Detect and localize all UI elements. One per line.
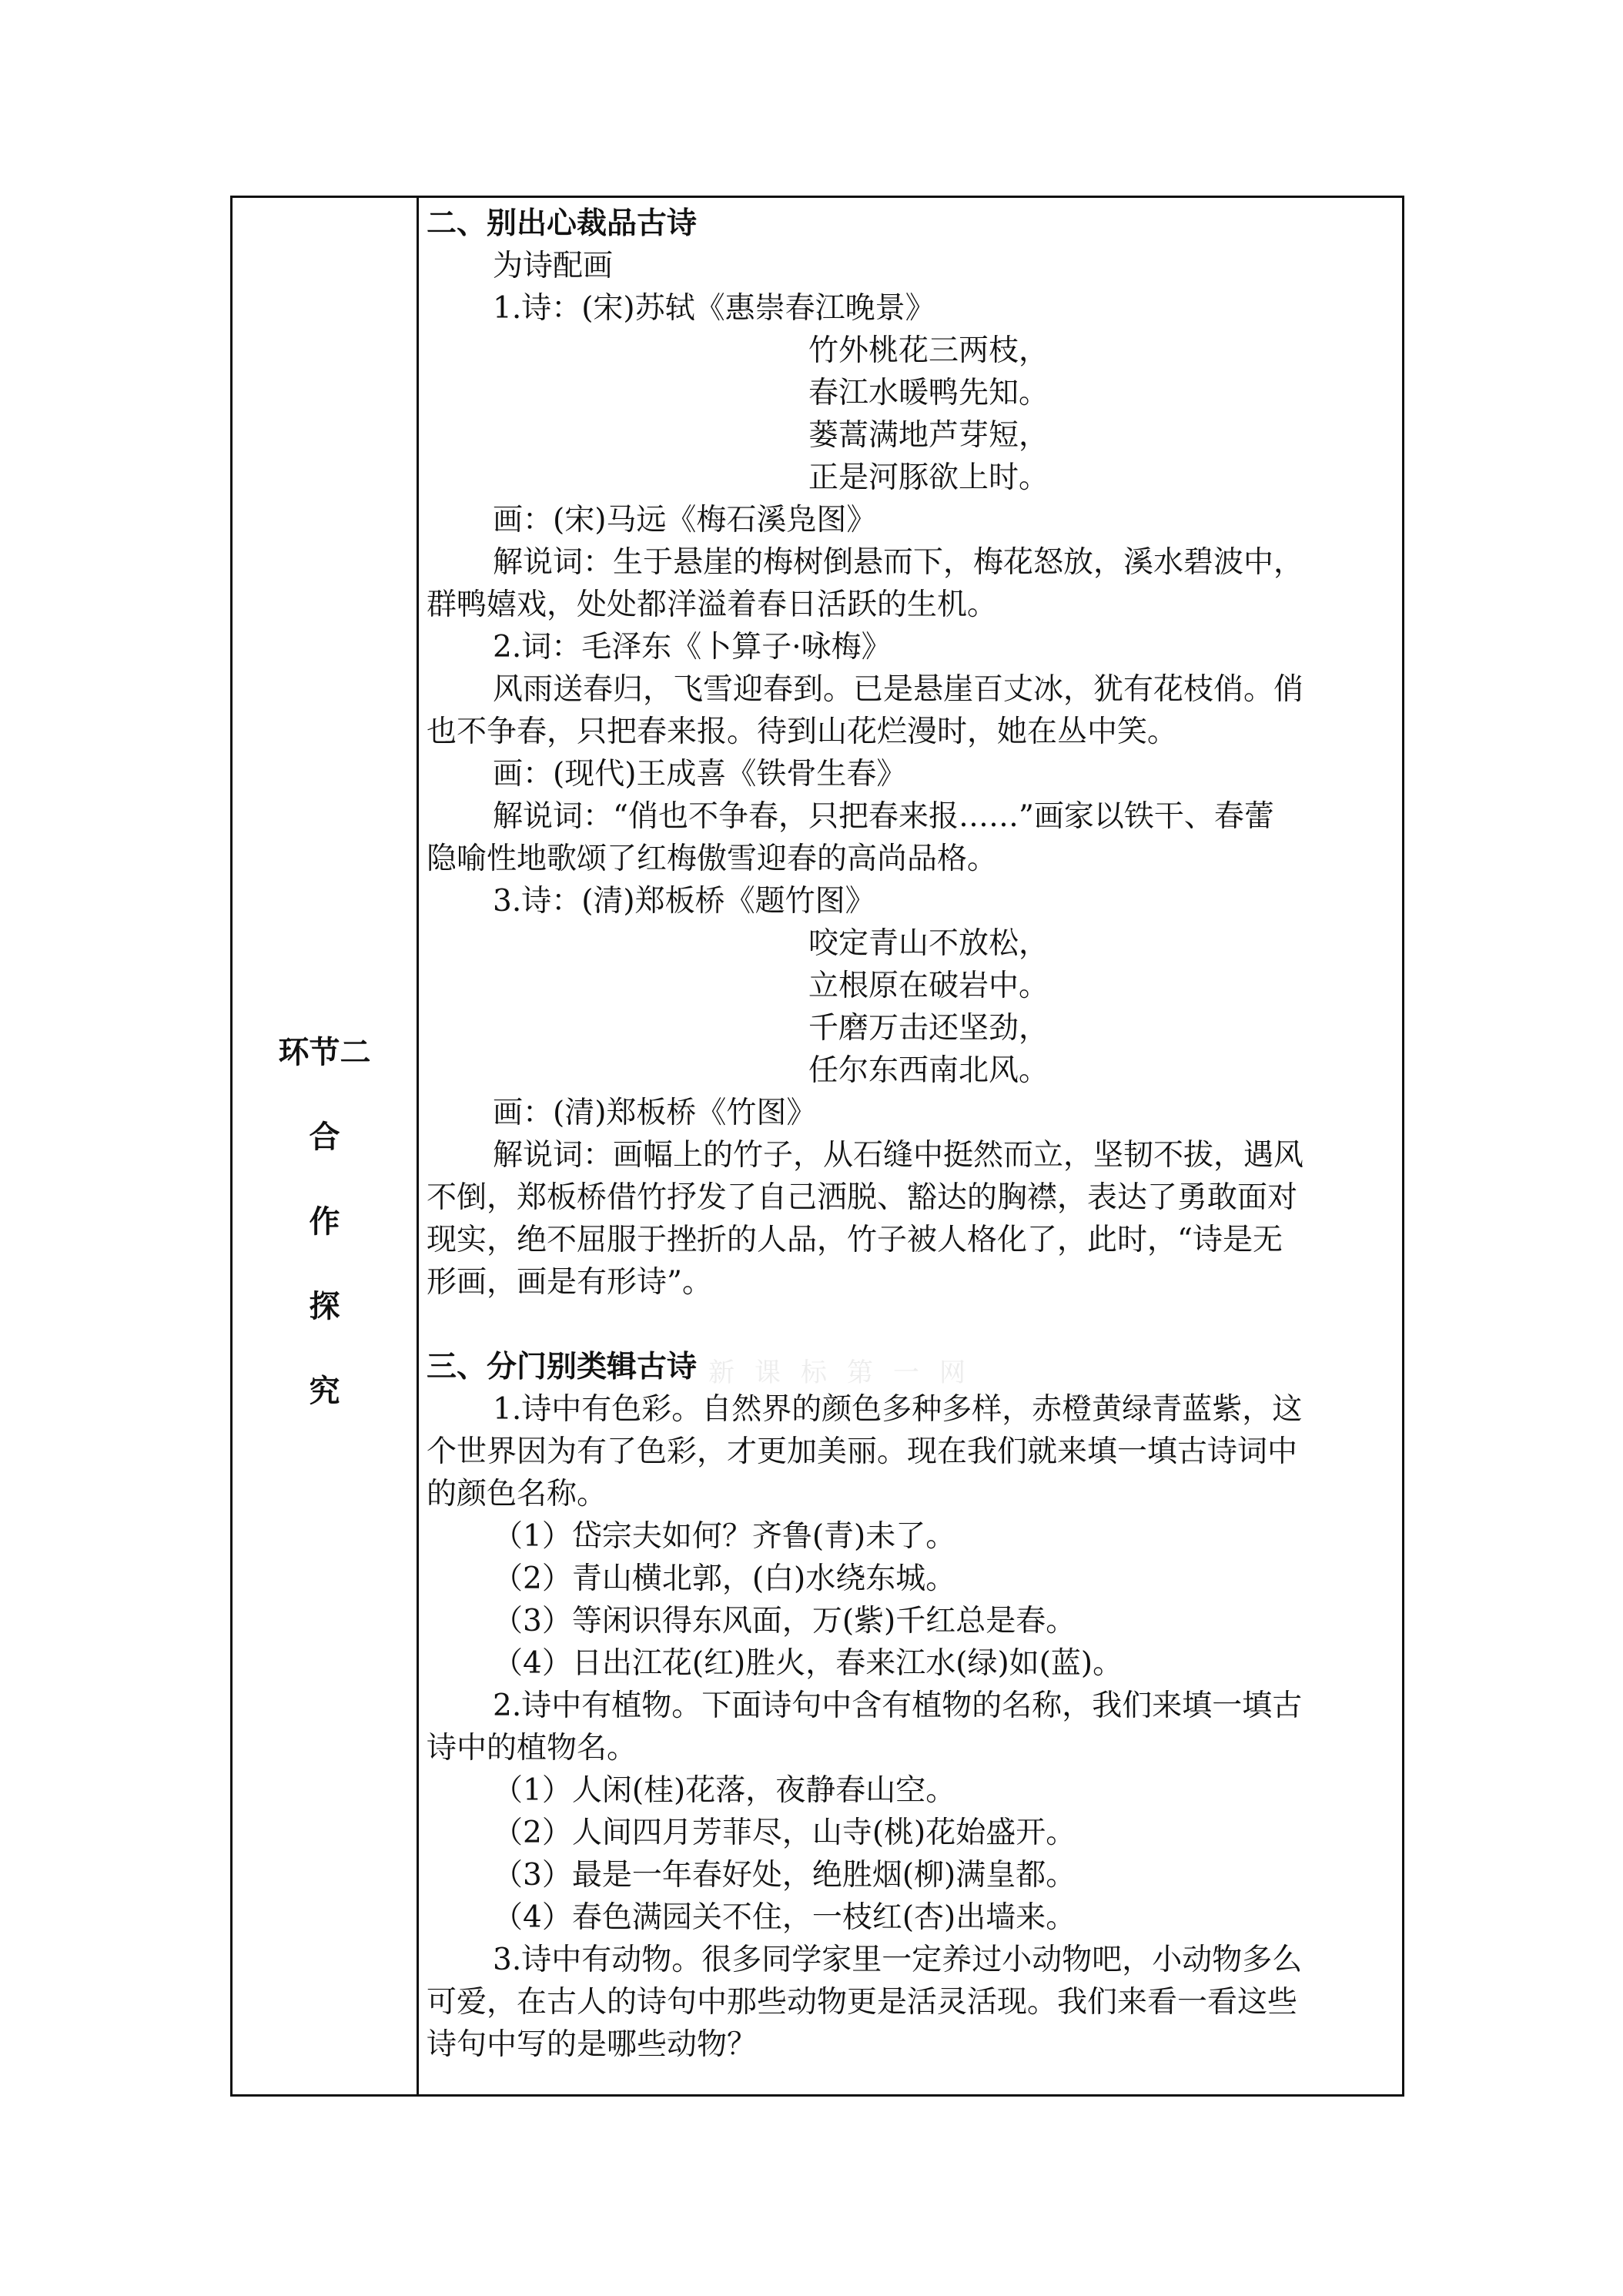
poem-line: 千磨万击还坚劲， <box>808 1011 1049 1046</box>
content-cell <box>427 198 1402 2094</box>
commentary-line: 解说词：“俏也不争春，只把春来报……”画家以铁干、春蕾 <box>493 799 1274 834</box>
exercise-item: （4）日出江花(红)胜火，春来江水(绿)如(蓝)。 <box>493 1646 1123 1681</box>
poem-line: 蒌蒿满地芦芽短， <box>808 418 1049 453</box>
section-heading: 二、别出心裁品古诗 <box>427 206 698 241</box>
paragraph-line: 诗中的植物名。 <box>427 1731 637 1766</box>
commentary-line: 不倒，郑板桥借竹抒发了自己洒脱、豁达的胸襟，表达了勇敢面对 <box>427 1180 1298 1215</box>
poem-line: 春江水暖鸭先知。 <box>808 376 1049 410</box>
poem-title: 3.诗：(清)郑板桥《题竹图》 <box>493 884 875 919</box>
exercise-item: （2）人间四月芳菲尽，山寺(桃)花始盛开。 <box>493 1816 1076 1850</box>
painting-title: 画：(现代)王成喜《铁骨生春》 <box>493 757 907 792</box>
poem-title: 1.诗：(宋)苏轼《惠崇春江晚景》 <box>493 291 935 326</box>
poem-line: 正是河豚欲上时。 <box>808 460 1049 495</box>
painting-title: 画：(清)郑板桥《竹图》 <box>493 1096 817 1130</box>
commentary-line: 隐喻性地歌颂了红梅傲雪迎春的高尚品格。 <box>427 842 998 876</box>
stage-char: 探 <box>309 1289 340 1324</box>
exercise-item: （1）人闲(桂)花落，夜静春山空。 <box>493 1773 956 1808</box>
paragraph-line: 的颜色名称。 <box>427 1477 607 1511</box>
poem-title: 2.词：毛泽东《卜算子·咏梅》 <box>493 630 892 664</box>
exercise-item: （4）春色满园关不住，一枝红(杏)出墙来。 <box>493 1900 1076 1935</box>
commentary-line: 群鸭嬉戏，处处都洋溢着春日活跃的生机。 <box>427 587 998 622</box>
poem-line: 立根原在破岩中。 <box>808 969 1049 1003</box>
exercise-item: （2）青山横北郭，(白)水绕东城。 <box>493 1561 956 1596</box>
exercise-item: （3）最是一年春好处，绝胜烟(柳)满皇都。 <box>493 1858 1076 1893</box>
poem-line: 咬定青山不放松， <box>808 926 1049 961</box>
commentary-line: 解说词：生于悬崖的梅树倒悬而下，梅花怒放，溪水碧波中， <box>493 545 1304 580</box>
stage-char: 合 <box>309 1120 340 1155</box>
poem-line: 竹外桃花三两枝， <box>808 333 1049 368</box>
column-divider <box>417 198 419 2094</box>
paragraph-line: 1.诗中有色彩。自然界的颜色多种多样，赤橙黄绿青蓝紫，这 <box>493 1392 1303 1427</box>
paragraph-line: 个世界因为有了色彩，才更加美丽。现在我们就来填一填古诗词中 <box>427 1434 1298 1469</box>
painting-title: 画：(宋)马远《梅石溪凫图》 <box>493 503 877 537</box>
paragraph-line: 3.诗中有动物。很多同学家里一定养过小动物吧，小动物多么 <box>493 1943 1303 1977</box>
exercise-item: （1）岱宗夫如何？齐鲁(青)未了。 <box>493 1519 956 1554</box>
lesson-table <box>230 196 1404 2097</box>
paragraph-line: 可爱，在古人的诗句中那些动物更是活灵活现。我们来看一看这些 <box>427 1985 1298 2020</box>
section-heading: 三、分门别类辑古诗 <box>427 1350 698 1384</box>
commentary-line: 解说词：画幅上的竹子，从石缝中挺然而立，坚韧不拔，遇风 <box>493 1138 1304 1173</box>
stage-label-cell <box>233 198 417 2094</box>
poem-line: 任尔东西南北风。 <box>808 1053 1049 1088</box>
section-intro: 为诗配画 <box>493 249 614 283</box>
watermark: 新课标第一网 <box>708 1357 986 1388</box>
stage-char: 究 <box>309 1374 340 1409</box>
exercise-item: （3）等闲识得东风面，万(紫)千红总是春。 <box>493 1604 1076 1638</box>
commentary-line: 现实，绝不屈服于挫折的人品，竹子被人格化了，此时，“诗是无 <box>427 1223 1283 1257</box>
poem-line: 风雨送春归，飞雪迎春到。已是悬崖百丈冰，犹有花枝俏。俏 <box>493 672 1304 707</box>
paragraph-line: 2.诗中有植物。下面诗句中含有植物的名称，我们来填一填古 <box>493 1689 1303 1723</box>
stage-char: 作 <box>309 1204 340 1240</box>
stage-label: 环节二 <box>278 1035 371 1070</box>
paragraph-line: 诗句中写的是哪些动物？ <box>427 2027 758 2062</box>
poem-line: 也不争春，只把春来报。待到山花烂漫时，她在丛中笑。 <box>427 715 1178 749</box>
commentary-line: 形画，画是有形诗”。 <box>427 1265 712 1300</box>
